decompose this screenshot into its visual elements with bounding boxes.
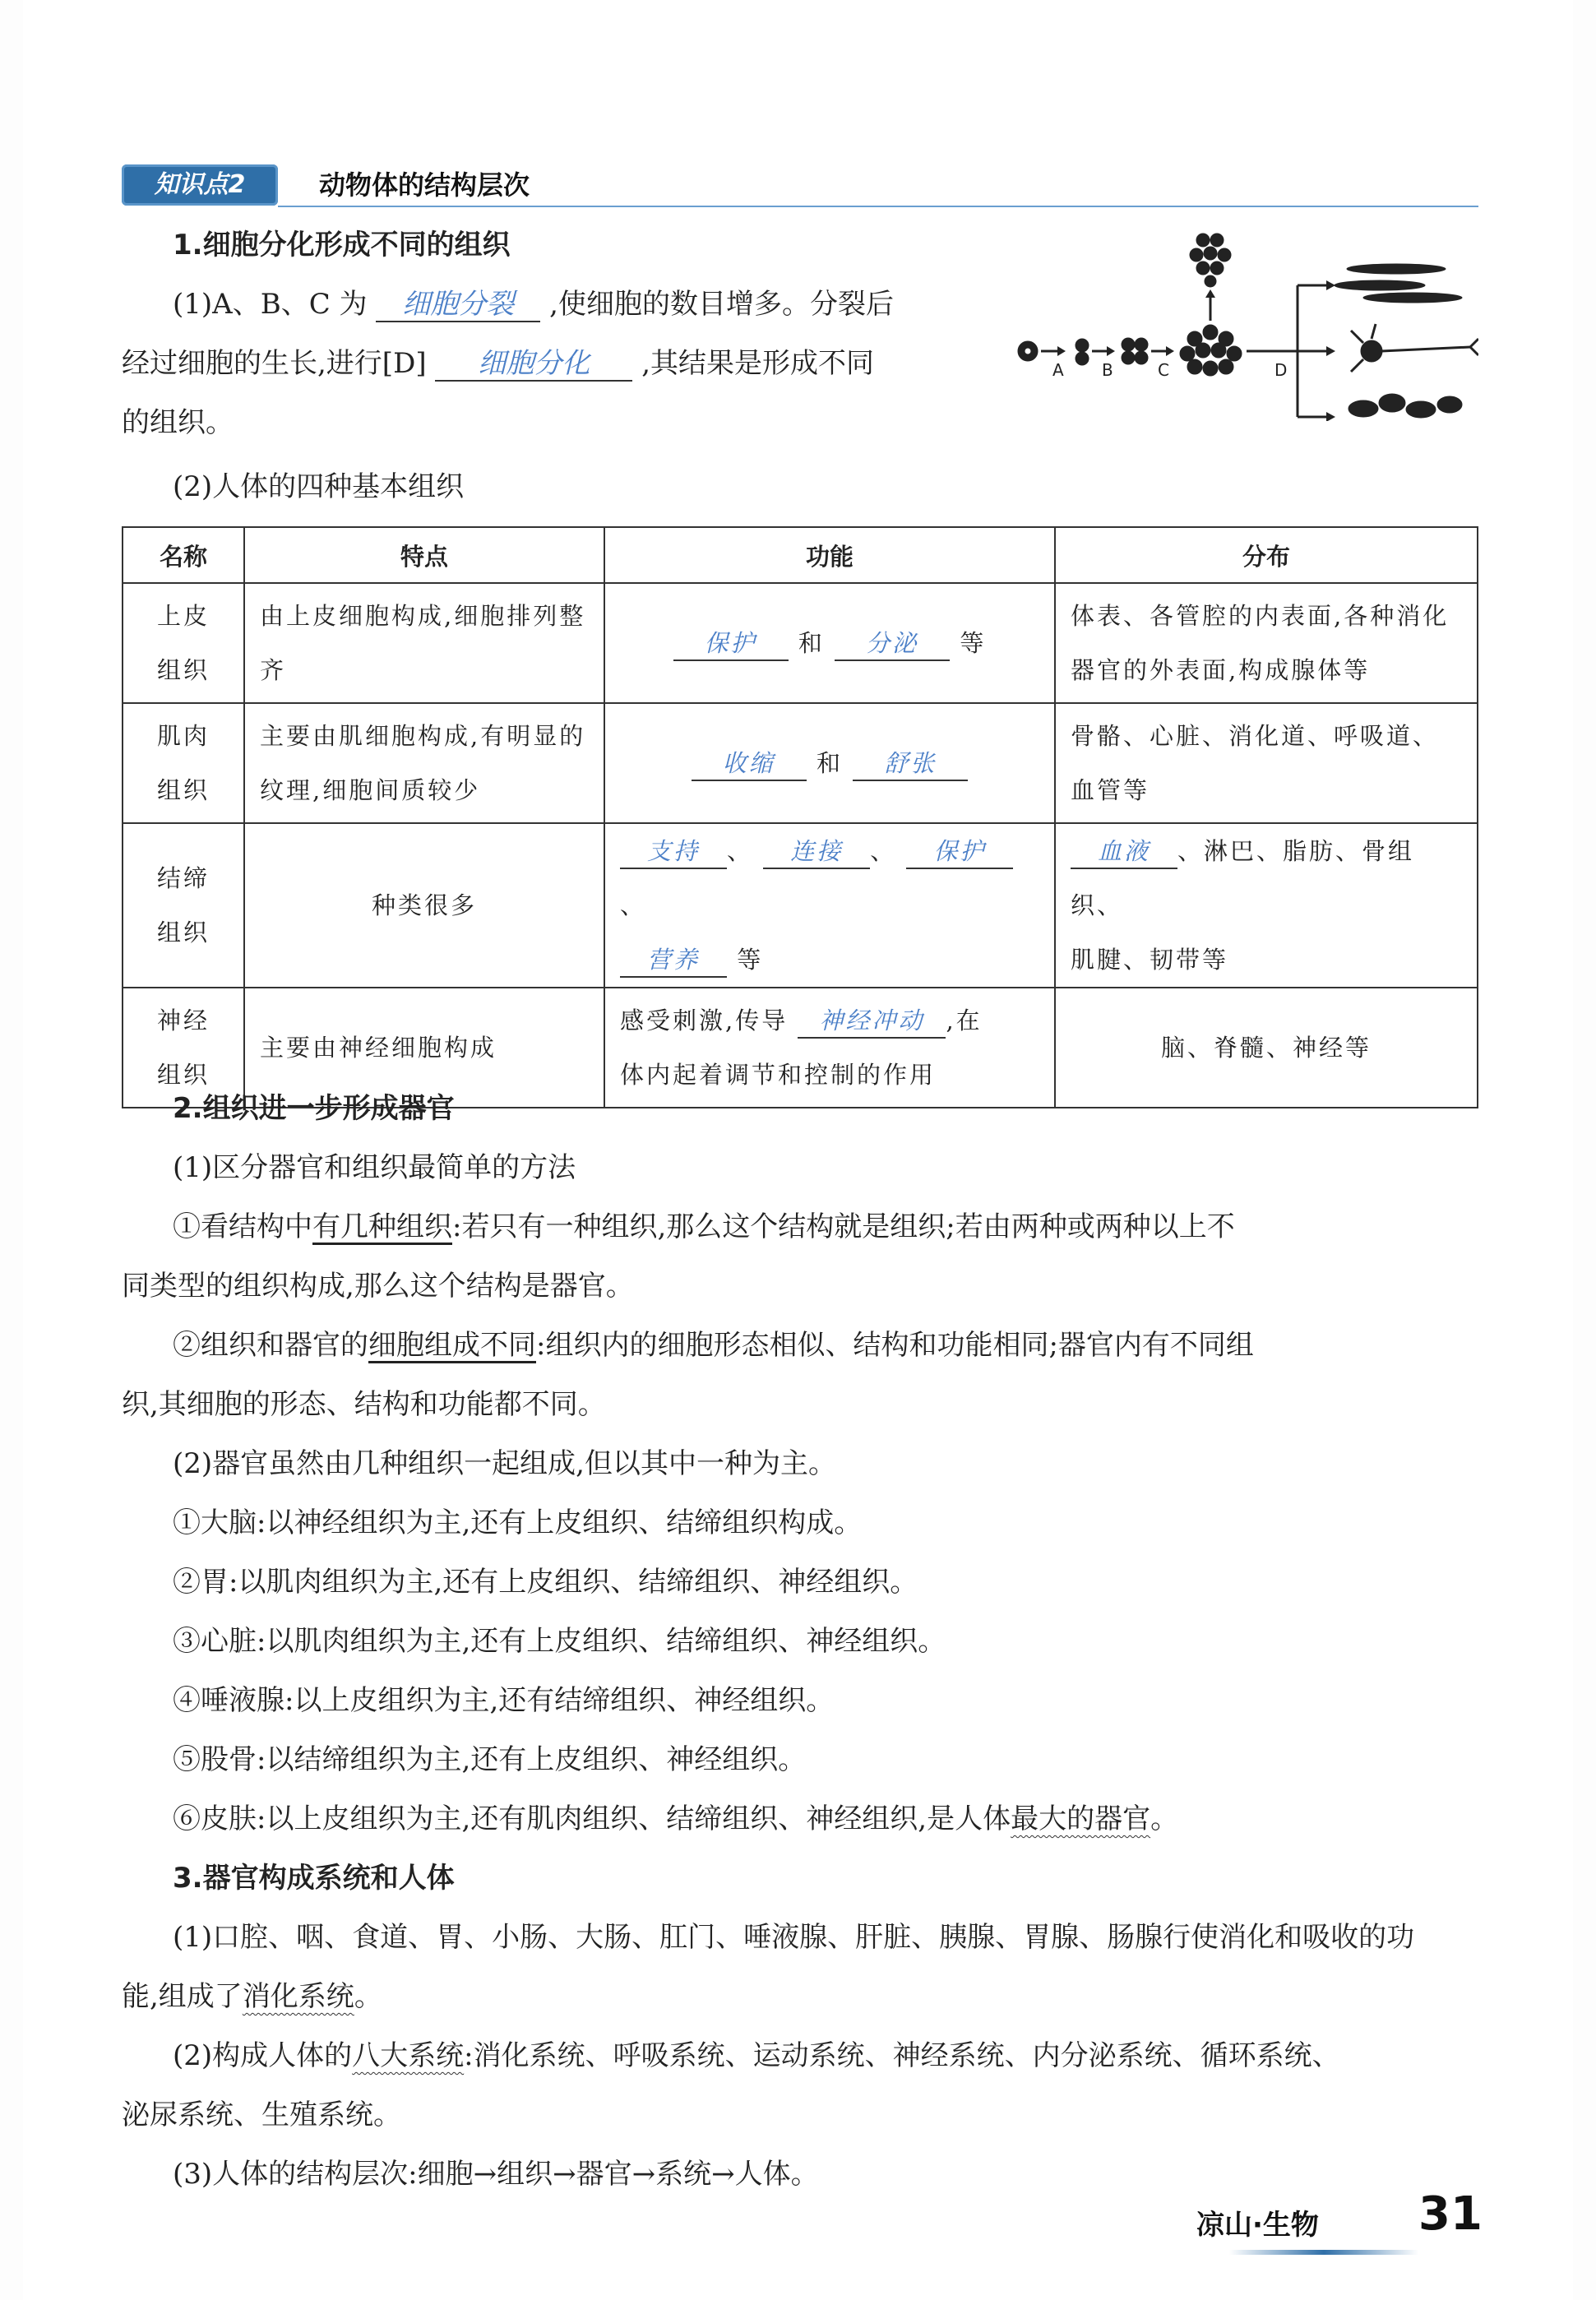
tissue-table bbox=[122, 526, 1478, 1108]
cell-name: 肌肉 组织 bbox=[123, 703, 244, 823]
cell-name: 神经 组织 bbox=[123, 988, 244, 1108]
header-rule bbox=[278, 206, 1478, 207]
cell-function: 收缩 和 舒张 bbox=[604, 703, 1055, 823]
s1-line1: (1)A、B、C 为 细胞分裂 ,使细胞的数目增多。分裂后 bbox=[173, 288, 894, 321]
s3-line4: 泌尿系统、生殖系统。 bbox=[122, 2099, 401, 2131]
s2-line11: ⑤股骨:以结缔组织为主,还有上皮组织、神经组织。 bbox=[173, 1743, 807, 1776]
blank-cell-division: 细胞分裂 bbox=[376, 288, 540, 322]
s1-line2: 经过细胞的生长,进行[D] 细胞分化 ,其结果是形成不同 bbox=[122, 347, 875, 380]
s3-line3: (2)构成人体的八大系统:消化系统、呼吸系统、运动系统、神经系统、内分泌系统、循环系统、 bbox=[173, 2039, 1340, 2072]
book-label: 凉山·生物 bbox=[1196, 2209, 1319, 2242]
s3-line2: 能,组成了消化系统。 bbox=[122, 1980, 382, 2013]
page-number: 31 bbox=[1418, 2187, 1483, 2241]
label-a: A bbox=[1052, 360, 1064, 380]
s1-line3: 的组织。 bbox=[122, 406, 234, 439]
cell-function: 保护 和 分泌 等 bbox=[604, 583, 1055, 703]
s3-line1: (1)口腔、咽、食道、胃、小肠、大肠、肛门、唾液腺、肝脏、胰腺、胃腺、肠腺行使消化和吸收的功 bbox=[173, 1921, 1415, 1954]
s2-line3: 同类型的组织构成,那么这个结构是器官。 bbox=[122, 1270, 634, 1303]
s2-line9: ③心脏:以肌肉组织为主,还有上皮组织、结缔组织、神经组织。 bbox=[173, 1625, 946, 1658]
s2-line7: ①大脑:以神经组织为主,还有上皮组织、结缔组织构成。 bbox=[173, 1506, 863, 1539]
cell-distribution: 体表、各管腔的内表面,各种消化器官的外表面,构成腺体等 bbox=[1055, 583, 1478, 703]
cell-distribution: 骨骼、心脏、消化道、呼吸道、血管等 bbox=[1055, 703, 1478, 823]
muscle-cells bbox=[1335, 264, 1462, 303]
cell-name: 上皮 组织 bbox=[123, 583, 244, 703]
knowledge-point-tag: 知识点2 bbox=[122, 164, 278, 206]
s2-line12: ⑥皮肤:以上皮组织为主,还有肌肉组织、结缔组织、神经组织,是人体最大的器官。 bbox=[173, 1803, 1179, 1835]
connective-cells bbox=[1349, 394, 1462, 418]
page-footer bbox=[1196, 2187, 1492, 2253]
s2-line10: ④唾液腺:以上皮组织为主,还有结缔组织、神经组织。 bbox=[173, 1684, 835, 1717]
s1-line4: (2)人体的四种基本组织 bbox=[173, 470, 465, 503]
label-d: D bbox=[1274, 360, 1288, 380]
two-cells-top bbox=[1076, 339, 1089, 352]
col-function: 功能 bbox=[604, 527, 1055, 583]
blank-cell-differentiation: 细胞分化 bbox=[435, 347, 632, 382]
cell-feature: 种类很多 bbox=[244, 823, 604, 988]
s1-heading: 1.细胞分化形成不同的组织 bbox=[173, 229, 511, 261]
section-title: 动物体的结构层次 bbox=[319, 169, 530, 201]
cell-distribution: 脑、脊髓、神经等 bbox=[1055, 988, 1478, 1108]
s2-line5: 织,其细胞的形态、结构和功能都不同。 bbox=[122, 1388, 606, 1421]
cell-name: 结缔 组织 bbox=[123, 823, 244, 988]
footer-bar bbox=[1229, 2250, 1418, 2255]
neuron bbox=[1351, 324, 1478, 372]
label-b: B bbox=[1102, 360, 1113, 380]
s2-line8: ②胃:以肌肉组织为主,还有上皮组织、结缔组织、神经组织。 bbox=[173, 1566, 918, 1599]
two-cells-bottom bbox=[1076, 352, 1089, 365]
cell-feature: 由上皮细胞构成,细胞排列整齐 bbox=[244, 583, 604, 703]
cell-distribution: 血液 、淋巴、脂肪、骨组织、 肌腱、韧带等 bbox=[1055, 823, 1478, 988]
table-row bbox=[123, 823, 1478, 988]
cell-differentiation-diagram bbox=[1010, 215, 1478, 421]
s2-line4: ②组织和器官的细胞组成不同:组织内的细胞形态相似、结构和功能相同;器官内有不同组 bbox=[173, 1329, 1254, 1362]
table-header-row bbox=[123, 527, 1478, 583]
cell-feature: 主要由神经细胞构成 bbox=[244, 988, 604, 1108]
s2-line2: ①看结构中有几种组织:若只有一种组织,那么这个结构就是组织;若由两种或两种以上不 bbox=[173, 1210, 1235, 1243]
cell-function: 支持 、 连接 、 保护、 营养 等 bbox=[604, 823, 1055, 988]
col-name: 名称 bbox=[123, 527, 244, 583]
col-distribution: 分布 bbox=[1055, 527, 1478, 583]
s2-heading: 2.组织进一步形成器官 bbox=[173, 1092, 455, 1125]
s2-line1: (1)区分器官和组织最简单的方法 bbox=[173, 1151, 576, 1184]
four-cells bbox=[1122, 338, 1148, 364]
table-row bbox=[123, 583, 1478, 703]
cell-feature: 主要由肌细胞构成,有明显的纹理,细胞间质较少 bbox=[244, 703, 604, 823]
upper-cell-cluster bbox=[1190, 234, 1231, 287]
s3-heading: 3.器官构成系统和人体 bbox=[173, 1862, 455, 1895]
cell-function: 感受刺激,传导 神经冲动 ,在 体内起着调节和控制的作用 bbox=[604, 988, 1055, 1108]
cell-cluster bbox=[1180, 325, 1242, 376]
table-row bbox=[123, 703, 1478, 823]
s3-line5: (3)人体的结构层次:细胞→组织→器官→系统→人体。 bbox=[173, 2158, 819, 2191]
label-c: C bbox=[1158, 360, 1169, 380]
s2-line6: (2)器官虽然由几种组织一起组成,但以其中一种为主。 bbox=[173, 1447, 836, 1480]
section-header bbox=[122, 164, 1478, 207]
col-feature: 特点 bbox=[244, 527, 604, 583]
